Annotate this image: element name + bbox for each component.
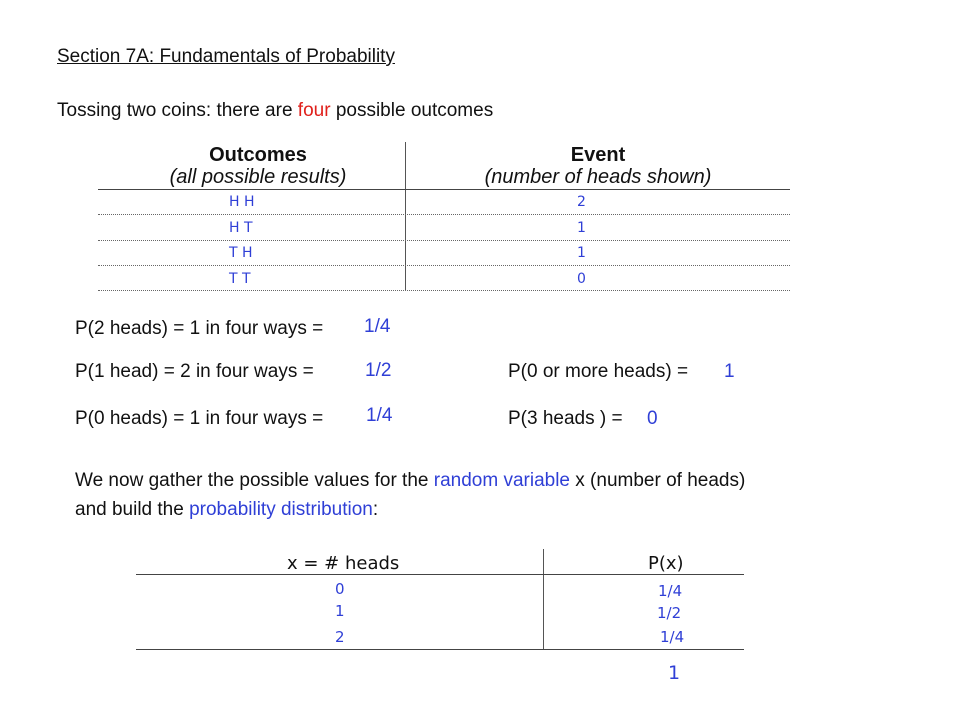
para-text: We now gather the possible values for the [75,470,434,491]
para-text: x (number of heads) [570,470,746,491]
intro-after: possible outcomes [330,100,494,121]
paragraph-line-2 [75,499,378,521]
intro-text [57,100,493,122]
row-separator [98,240,790,241]
distribution-bottom-rule [136,649,744,650]
event-cell: 2 [577,194,586,210]
para-text: : [372,499,379,520]
p0-label: P(0 heads) = 1 in four ways = [75,408,324,429]
px-cell: 1/4 [658,582,683,600]
outcomes-table-header-rule [98,189,790,190]
p3-label: P(3 heads ) = [508,408,623,429]
event-header-title: Event [570,144,626,166]
x-cell: 2 [335,628,345,646]
p0more-value: 1 [724,361,735,382]
distribution-total: 1 [668,662,681,684]
px-header: P(x) [648,553,684,574]
p3-value: 0 [647,408,658,429]
distribution-header-rule [136,574,744,575]
distribution-divider [543,549,544,649]
paragraph-line-1 [75,470,745,492]
event-cell: 1 [577,220,586,236]
p0more-label: P(0 or more heads) = [508,361,689,382]
event-cell: 0 [577,271,586,287]
p0-value: 1/4 [366,405,393,426]
outcome-cell: H T [229,220,253,236]
row-separator [98,290,790,291]
event-header-sub: (number of heads shown) [484,166,712,188]
px-cell: 1/2 [657,604,682,622]
para-probability-distribution: probability distribution [189,499,373,520]
p2-label: P(2 heads) = 1 in four ways = [75,318,324,339]
outcomes-header-title: Outcomes [209,144,307,166]
outcomes-header-sub: (all possible results) [169,166,347,188]
px-cell: 1/4 [660,628,685,646]
outcomes-table-divider [405,142,406,290]
row-separator [98,265,790,266]
intro-before: Tossing two coins: there are [57,100,298,121]
x-header: x = # heads [287,553,400,574]
x-cell: 0 [335,580,345,598]
intro-highlight: four [297,100,331,121]
p1-label: P(1 head) = 2 in four ways = [75,361,314,382]
para-random-variable: random variable [433,470,570,491]
x-cell: 1 [335,602,345,620]
para-text: and build the [75,499,190,520]
event-cell: 1 [577,245,586,261]
event-header [478,144,718,188]
p2-value: 1/4 [364,316,391,337]
outcome-cell: T H [229,245,253,261]
outcome-cell: T T [229,271,251,287]
outcomes-header [158,144,358,188]
page-title: Section 7A: Fundamentals of Probability [57,46,395,67]
row-separator [98,214,790,215]
p1-value: 1/2 [365,360,392,381]
outcome-cell: H H [229,194,255,210]
